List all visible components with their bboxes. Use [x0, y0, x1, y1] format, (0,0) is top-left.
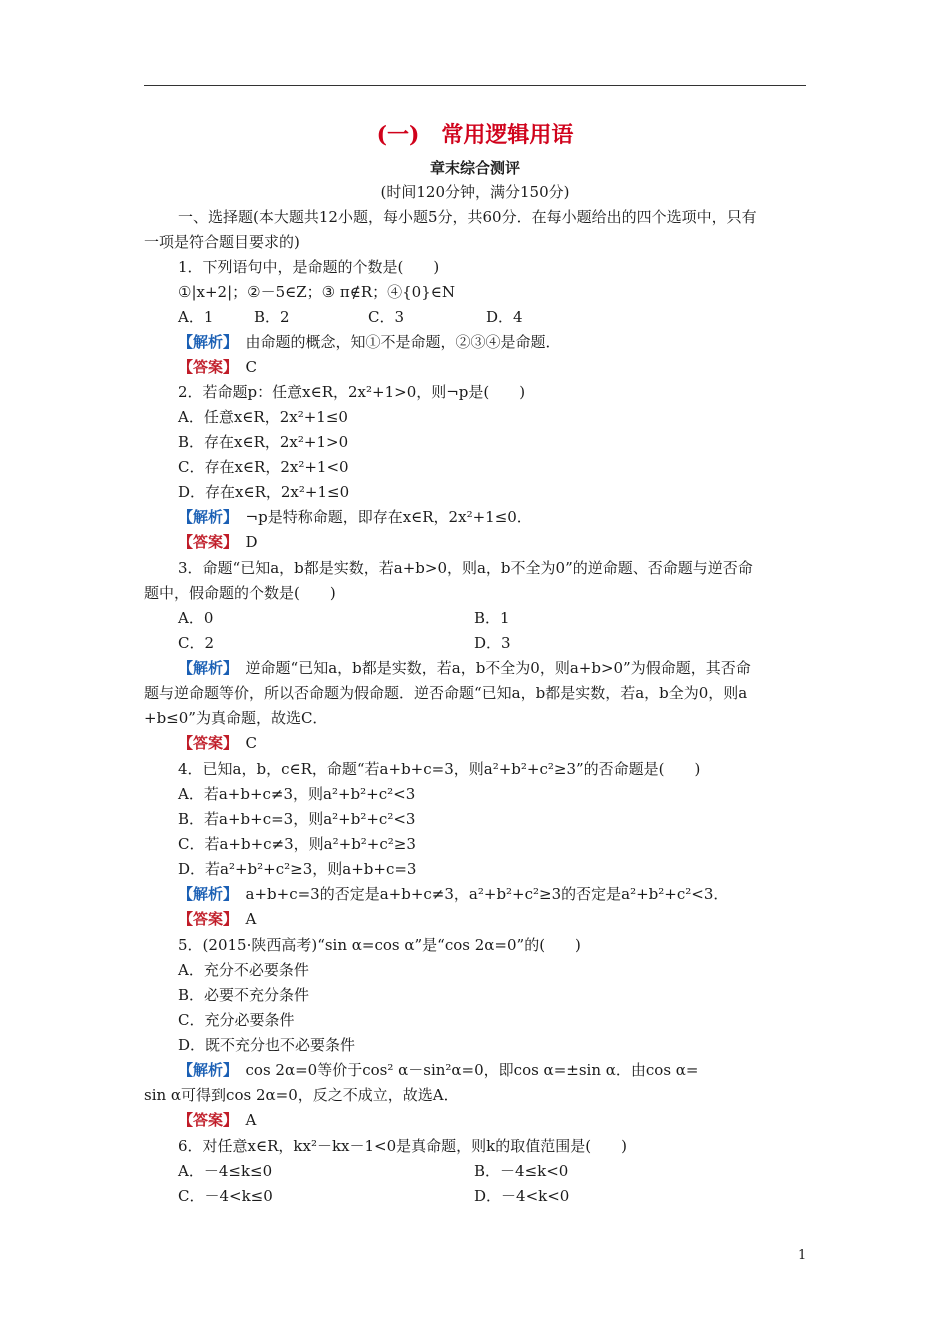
q3-option-d: D．3 [474, 634, 511, 652]
q4-option-d: D．若a²+b²+c²≥3，则a+b+c=3 [178, 860, 417, 878]
q2-answer: D [245, 533, 258, 551]
q3-analysis-line-3: +b≤0”为真命题，故选C． [144, 709, 328, 727]
q1-option-c: C．3 [368, 308, 405, 326]
q2-stem: 2．若命题p：任意x∈R，2x²+1>0，则¬p是( ) [178, 383, 526, 401]
q5-option-a: A．充分不必要条件 [178, 961, 309, 979]
analysis-label: 【解析】 [178, 659, 231, 677]
q1-answer: C [245, 358, 258, 376]
q6-option-b: B．－4≤k<0 [474, 1162, 569, 1180]
answer-label: 【答案】 [178, 358, 231, 376]
q4-option-c: C．若a+b+c≠3，则a²+b²+c²≥3 [178, 835, 416, 853]
q6-stem: 6．对任意x∈R，kx²－kx－1<0是真命题，则k的取值范围是( ) [178, 1137, 627, 1155]
answer-label: 【答案】 [178, 1111, 231, 1129]
q5-analysis-line-2: sin α可得到cos 2α=0，反之不成立，故选A． [144, 1086, 459, 1104]
q3-analysis-row [178, 656, 751, 681]
q1-option-a: A．1 [178, 308, 214, 326]
header-rule [144, 85, 806, 86]
q2-analysis: ¬p是特称命题，即存在x∈R，2x²+1≤0． [245, 508, 532, 526]
q6-option-d: D．－4<k<0 [474, 1187, 570, 1205]
q2-option-b: B．存在x∈R，2x²+1>0 [178, 433, 349, 451]
q4-analysis-row [178, 882, 728, 907]
time-info: (时间120分钟，满分150分) [380, 183, 570, 201]
q2-analysis-row [178, 505, 532, 530]
q3-answer: C [245, 734, 258, 752]
chapter-title: (一) 常用逻辑用语 [376, 122, 574, 148]
q1-items: ①|x+2|；②－5∈Z；③ π∉R；④{0}∈N [178, 283, 455, 301]
answer-label: 【答案】 [178, 910, 231, 928]
q3-stem-line-2: 题中，假命题的个数是( ) [144, 584, 336, 602]
analysis-label: 【解析】 [178, 508, 231, 526]
answer-label: 【答案】 [178, 734, 231, 752]
q3-option-c: C．2 [178, 634, 215, 652]
q1-analysis: 由命题的概念，知①不是命题，②③④是命题． [245, 333, 561, 351]
q5-stem: 5．(2015·陕西高考)“sin α=cos α”是“cos 2α=0”的( ) [178, 936, 581, 954]
q5-analysis-row [178, 1058, 698, 1083]
q3-answer-row [178, 731, 257, 756]
q1-option-b: B．2 [254, 308, 290, 326]
q2-answer-row [178, 530, 258, 555]
q4-option-b: B．若a+b+c=3，则a²+b²+c²<3 [178, 810, 416, 828]
q5-analysis-line-1: cos 2α=0等价于cos² α－sin²α=0，即cos α=±sin α．由cos α= [245, 1061, 699, 1079]
q1-answer-row [178, 355, 257, 380]
analysis-label: 【解析】 [178, 885, 231, 903]
q2-option-a: A．任意x∈R，2x²+1≤0 [178, 408, 348, 426]
q2-option-d: D．存在x∈R，2x²+1≤0 [178, 483, 350, 501]
q4-stem: 4．已知a，b，c∈R，命题“若a+b+c=3，则a²+b²+c²≥3”的否命题是( ) [178, 760, 701, 778]
q6-option-c: C．－4<k≤0 [178, 1187, 273, 1205]
q3-option-b: B．1 [474, 609, 510, 627]
q3-stem-line-1: 3．命题“已知a，b都是实数，若a+b>0，则a，b不全为0”的逆命题、否命题与逆否命 [178, 559, 753, 577]
page-number: 1 [798, 1248, 807, 1263]
q4-analysis: a+b+c=3的否定是a+b+c≠3，a²+b²+c²≥3的否定是a²+b²+c²<3． [245, 885, 729, 903]
analysis-label: 【解析】 [178, 1061, 231, 1079]
q1-stem: 1．下列语句中，是命题的个数是( ) [178, 258, 440, 276]
q3-analysis-line-1: 逆命题“已知a，b都是实数，若a，b不全为0，则a+b>0”为假命题，其否命 [245, 659, 751, 677]
q1-option-d: D．4 [486, 308, 523, 326]
q1-analysis-row [178, 330, 561, 355]
q3-option-a: A．0 [178, 609, 214, 627]
q6-option-a: A．－4≤k≤0 [178, 1162, 273, 1180]
q5-answer: A [245, 1111, 257, 1129]
q4-option-a: A．若a+b+c≠3，则a²+b²+c²<3 [178, 785, 416, 803]
answer-label: 【答案】 [178, 533, 231, 551]
analysis-label: 【解析】 [178, 333, 231, 351]
q5-option-b: B．必要不充分条件 [178, 986, 310, 1004]
q2-option-c: C．存在x∈R，2x²+1<0 [178, 458, 349, 476]
q4-answer: A [245, 910, 257, 928]
section-instruction-line-2: 一项是符合题目要求的) [144, 233, 300, 251]
q5-option-c: C．充分必要条件 [178, 1011, 295, 1029]
q5-answer-row [178, 1108, 256, 1133]
q5-option-d: D．既不充分也不必要条件 [178, 1036, 356, 1054]
q3-analysis-line-2: 题与逆命题等价，所以否命题为假命题．逆否命题“已知a，b都是实数，若a，b全为0，则a [144, 684, 748, 702]
q4-answer-row [178, 907, 256, 932]
section-instruction-line-1: 一、选择题(本大题共12小题，每小题5分，共60分．在每小题给出的四个选项中，只有 [178, 208, 757, 226]
test-subtitle: 章末综合测评 [429, 159, 520, 177]
